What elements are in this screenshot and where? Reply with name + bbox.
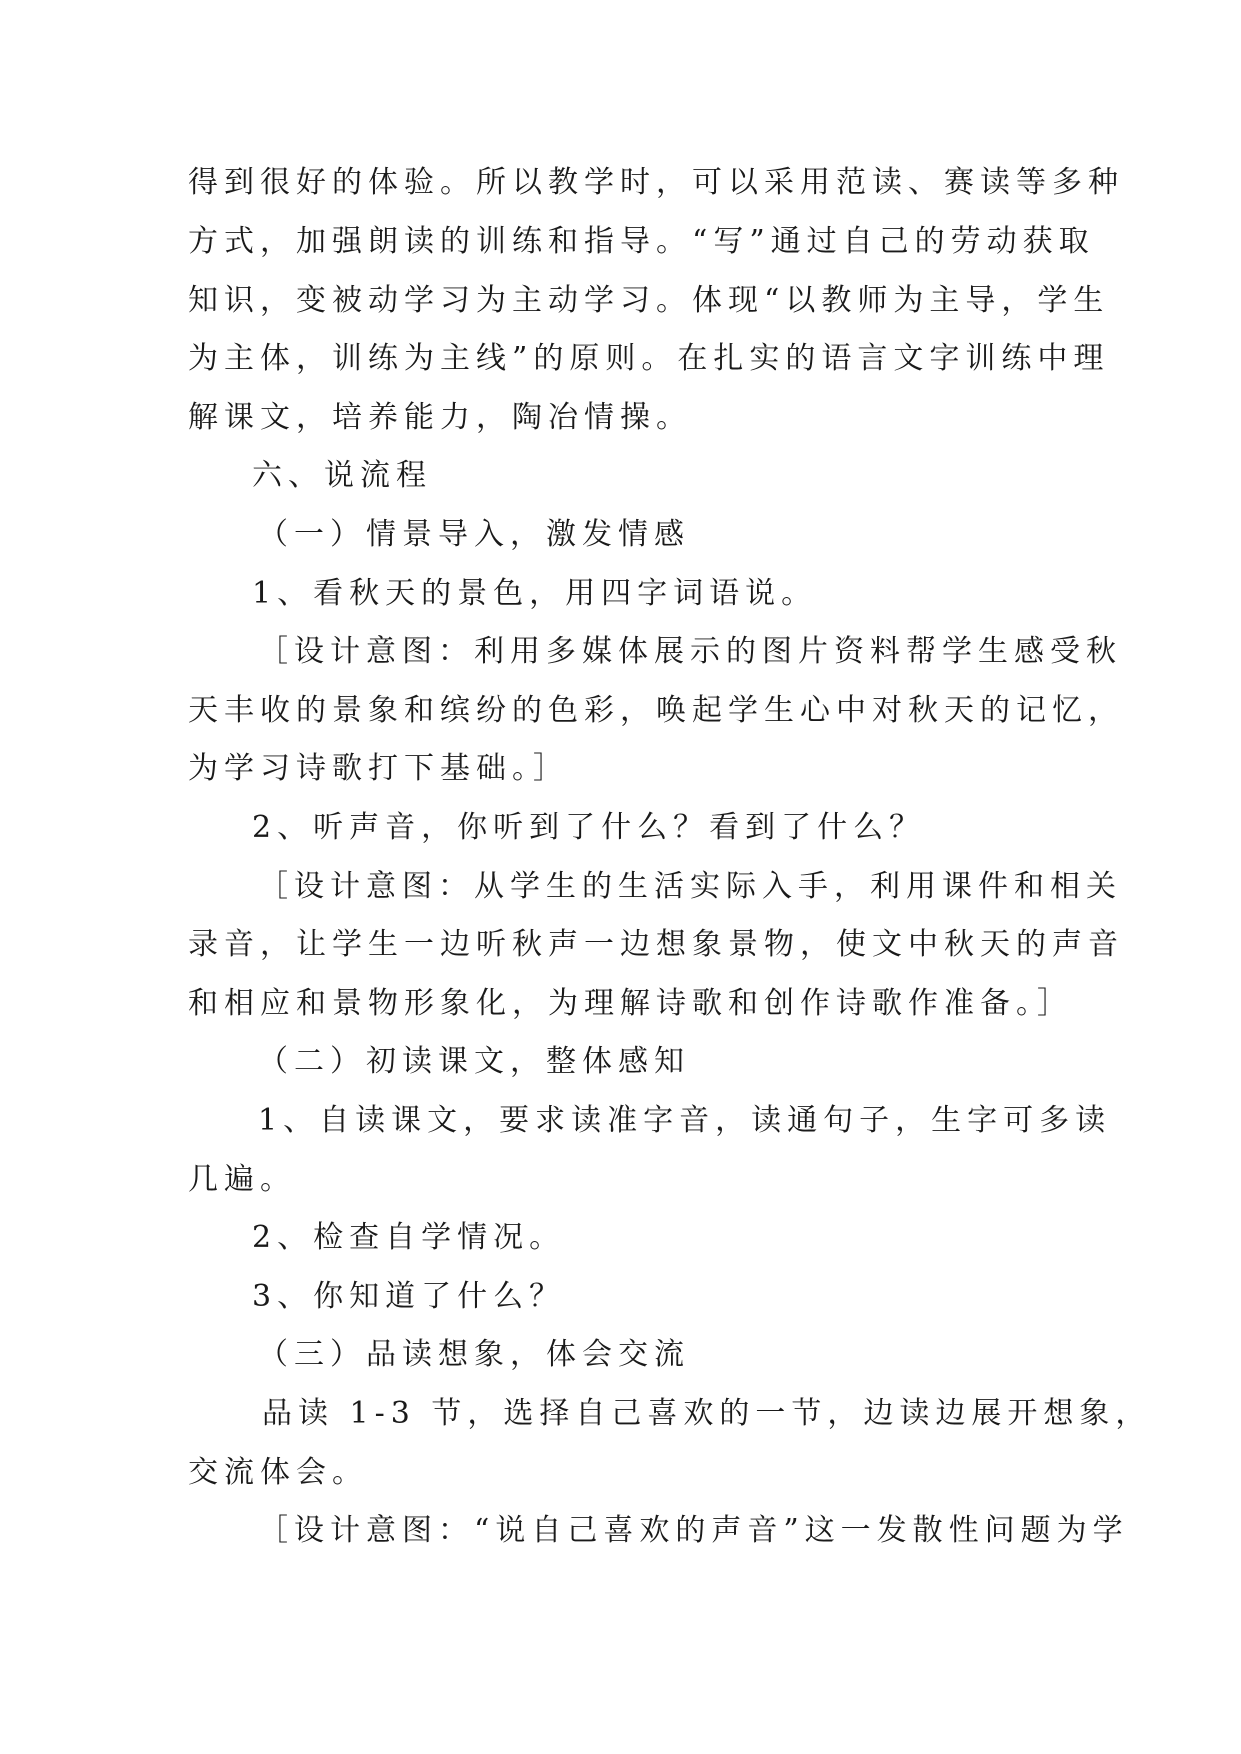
text-line: 品读 1-3 节，选择自己喜欢的一节，边读边展开想象， [262, 1396, 1152, 1431]
subsection-heading: （三）品读想象，体会交流 [258, 1337, 690, 1372]
text-line: 1、看秋天的景色，用四字词语说。 [252, 576, 818, 611]
text-line: 天丰收的景象和缤纷的色彩，唤起学生心中对秋天的记忆， [188, 693, 1124, 728]
text-line: 2、听声音，你听到了什么？看到了什么？ [252, 810, 926, 845]
text-line: 知识，变被动学习为主动学习。体现“以教师为主导，学生 [188, 283, 1110, 318]
text-line: 1、自读课文，要求读准字音，读通句子，生字可多读 [258, 1103, 1112, 1138]
text-line: 2、检查自学情况。 [252, 1220, 566, 1255]
subsection-heading: （二）初读课文，整体感知 [258, 1044, 690, 1079]
text-line: 交流体会。 [188, 1455, 368, 1490]
text-line: ［设计意图：从学生的生活实际入手，利用课件和相关 [258, 869, 1122, 904]
text-line: 方式，加强朗读的训练和指导。“写”通过自己的劳动获取 [188, 224, 1095, 259]
text-line: 几遍。 [188, 1162, 296, 1197]
section-heading: 六、说流程 [252, 458, 432, 493]
text-line: 录音，让学生一边听秋声一边想象景物，使文中秋天的声音 [188, 927, 1124, 962]
text-line: 得到很好的体验。所以教学时，可以采用范读、赛读等多种 [188, 165, 1124, 200]
text-line: ［设计意图：利用多媒体展示的图片资料帮学生感受秋 [258, 634, 1122, 669]
text-line: 为学习诗歌打下基础。］ [188, 751, 569, 786]
text-line: ［设计意图：“说自己喜欢的声音”这一发散性问题为学 [258, 1513, 1129, 1548]
text-line: 3、你知道了什么？ [252, 1279, 566, 1314]
text-line: 解课文，培养能力，陶冶情操。 [188, 400, 692, 435]
text-line: 为主体，训练为主线”的原则。在扎实的语言文字训练中理 [188, 341, 1110, 376]
text-line: 和相应和景物形象化，为理解诗歌和创作诗歌作准备。］ [188, 986, 1073, 1021]
subsection-heading: （一）情景导入，激发情感 [258, 517, 690, 552]
